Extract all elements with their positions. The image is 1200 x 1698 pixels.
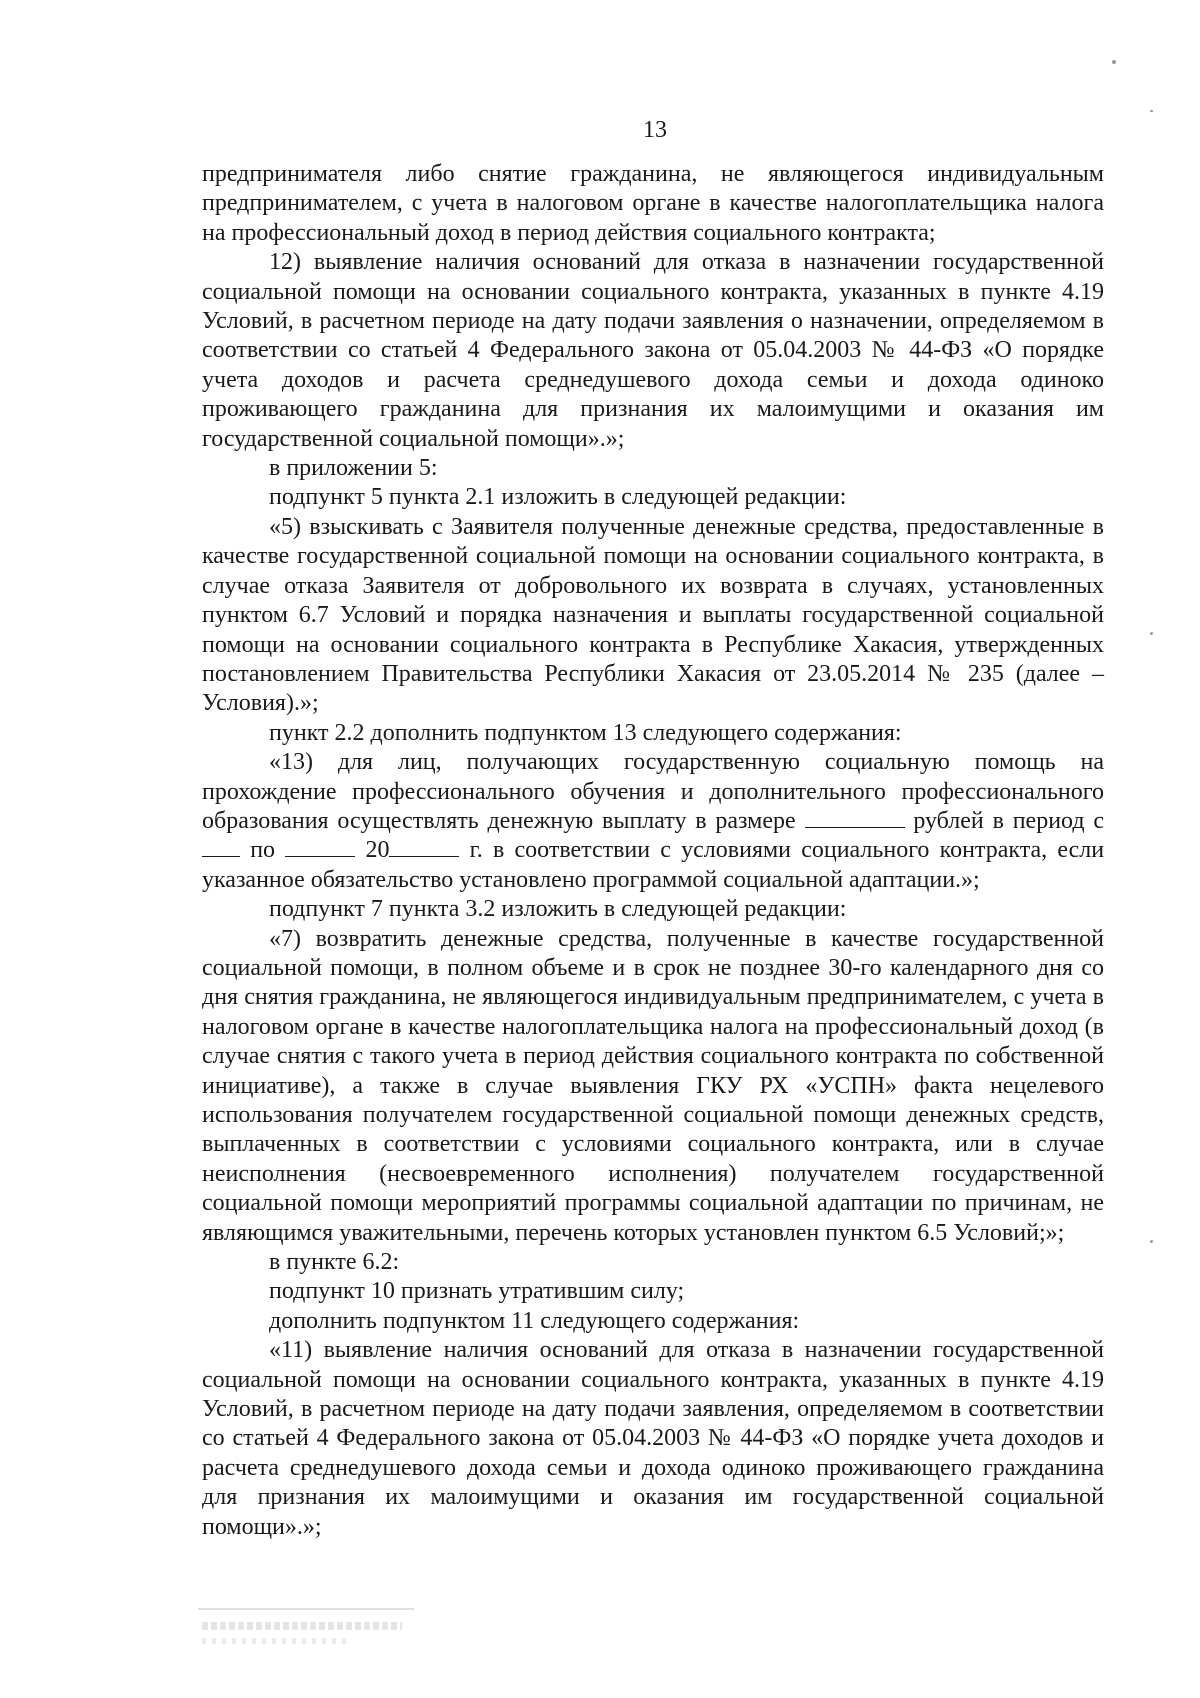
paragraph-7-tail: г. в соответствии с условиями социального контракта, если указанное обязательство установлено программой социальной адаптации.»; [202, 837, 1105, 893]
document-body [202, 160, 1104, 1542]
paragraph-7-po: по [250, 837, 276, 864]
amount-blank [805, 809, 905, 828]
end-date-blank [285, 838, 355, 857]
scan-speck [1112, 60, 1116, 64]
paragraph-7-year: 20 [365, 837, 390, 864]
paragraph-8: подпункт 7 пункта 3.2 изложить в следующей редакции: [269, 896, 847, 923]
scan-speck [1150, 632, 1153, 635]
paragraph-13: «11) выявление наличия оснований для отказа в назначении государственной социальной помощи на основании социального контракта, указанных в пункте 4.19 Условий, в расчетном периоде на дату подачи заявления, определяемом в соответствии со статьей 4 Федерального закона от 05.04.2003 № 44-ФЗ «О порядке учета доходов и расчета среднедушевого дохода семьи и дохода одиноко проживающего гражданина для признания их малоимущими и оказания им государственной социальной помощи».»; [202, 1337, 1104, 1540]
paragraph-6: пункт 2.2 дополнить подпунктом 13 следующего содержания: [269, 719, 902, 746]
stamp-line [202, 1622, 402, 1630]
paragraph-7-s: с [1093, 807, 1105, 834]
faded-stamp [198, 1608, 418, 1654]
paragraph-4: подпункт 5 пункта 2.1 изложить в следующей редакции: [269, 484, 847, 511]
stamp-line [198, 1608, 414, 1610]
paragraph-1: предпринимателя либо снятие гражданина, не являющегося индивидуальным предпринимателем, с учета в налоговом органе в качестве налогоплательщика налога на профессиональный доход в период действия социального контракта; [202, 161, 1104, 246]
paragraph-2: 12) выявление наличия оснований для отказа в назначении государственной социальной помощи на основании социального контракта, указанных в пункте 4.19 Условий, в расчетном периоде на дату подачи заявления о назначении, определяемом в соответствии со статьей 4 Федерального закона от 05.04.2003 № 44-ФЗ «О порядке учета доходов и расчета среднедушевого дохода семьи и дохода одиноко проживающего гражданина для признания их малоимущими и оказания им государственной социальной помощи».»; [202, 249, 1104, 452]
start-date-blank [202, 838, 240, 857]
year-blank [389, 838, 459, 857]
paragraph-7 [202, 748, 1104, 895]
scan-speck [1150, 1240, 1153, 1243]
paragraph-5: «5) взыскивать с Заявителя полученные денежные средства, предоставленные в качестве государственной социальной помощи на основании социального контракта, в случае отказа Заявителя от добровольного их возврата в случаях, установленных пунктом 6.7 Условий и порядка назначения и выплаты государственной социальной помощи на основании социального контракта в Республике Хакасия, утвержденных постановлением Правительства Республики Хакасия от 23.05.2014 № 235 (далее – Условия).»; [202, 513, 1104, 717]
stamp-line [202, 1638, 352, 1644]
page-number: 13 [643, 117, 667, 143]
paragraph-11: подпункт 10 признать утратившим силу; [269, 1278, 685, 1305]
paragraph-10: в пункте 6.2: [269, 1249, 400, 1276]
paragraph-7-rub: рублей в период [913, 807, 1085, 834]
paragraph-9: «7) возвратить денежные средства, полученные в качестве государственной социальной помощи, в полном объеме и в срок не позднее 30-го календарного дня со дня снятия гражданина, не являющегося индивидуальным предпринимателем, с учета в налоговом органе в качестве налогоплательщика налога на профессиональный доход (в случае снятия с такого учета в период действия социального контракта по собственной инициативе), а также в случае выявления ГКУ РХ «УСПН» факта нецелевого использования получателем государственной социальной помощи денежных средств, выплаченных в соответствии с условиями социального контракта, или в случае неисполнения (несвоевременного исполнения) получателем государственной социальной помощи мероприятий программы социальной адаптации по причинам, не являющимся уважительными, перечень которых установлен пунктом 6.5 Условий;»; [202, 925, 1104, 1246]
paragraph-7-lead: «13) для лиц, получающих государственную социальную помощь на прохождение профессионального обучения и дополнительного профессионального образования осуществлять денежную выплату в размере [202, 749, 1104, 834]
paragraph-3: в приложении 5: [269, 455, 438, 482]
paragraph-12: дополнить подпунктом 11 следующего содержания: [269, 1307, 800, 1334]
scan-speck [1150, 110, 1153, 112]
